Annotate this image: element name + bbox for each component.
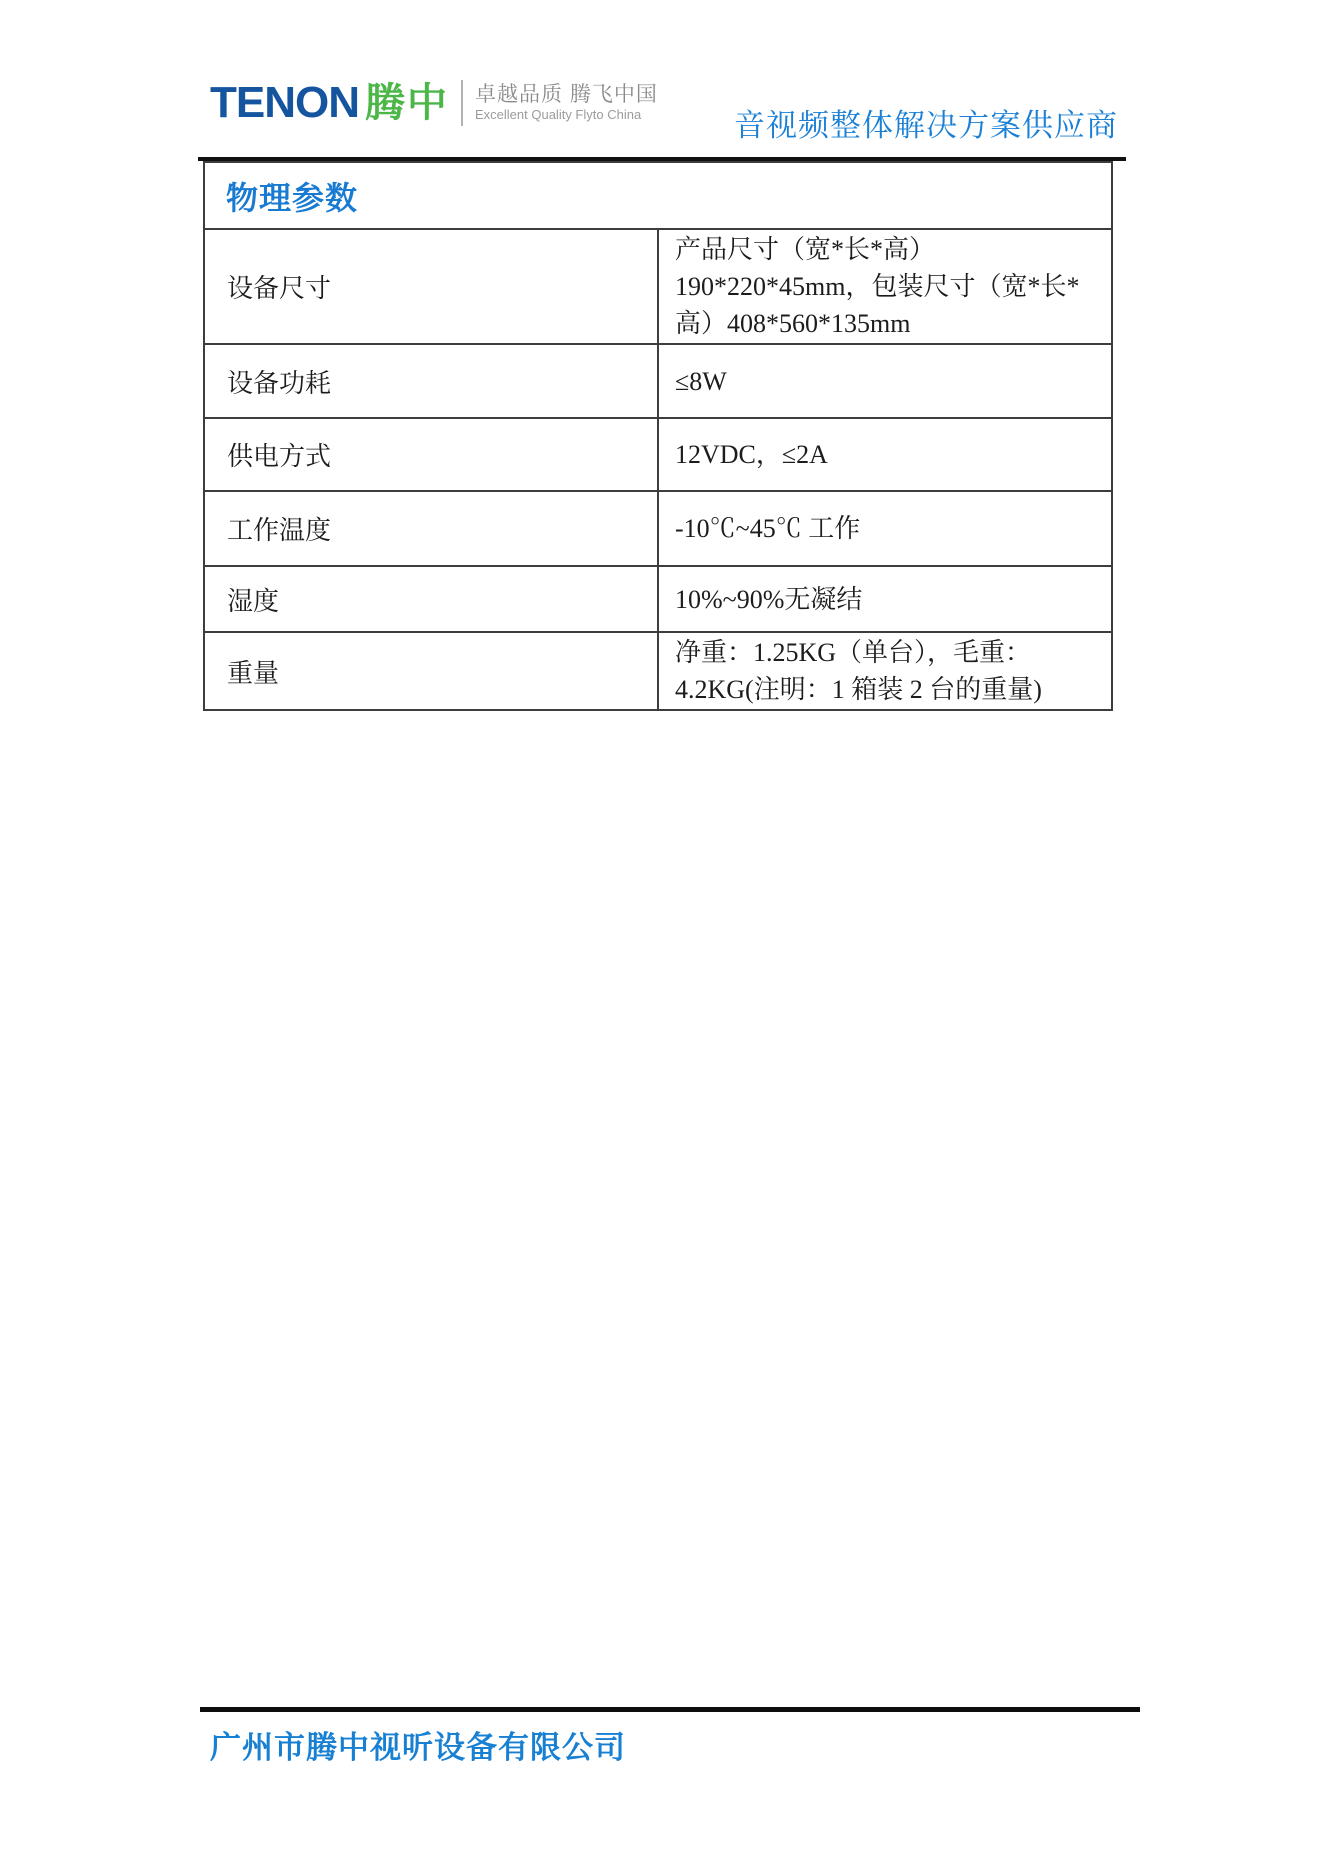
table-row xyxy=(204,632,1112,710)
row-label: 设备功耗 xyxy=(204,344,658,418)
row-value: 12VDC，≤2A xyxy=(658,418,1112,491)
footer-company-name: 广州市腾中视听设备有限公司 xyxy=(210,1730,626,1765)
logo-tagline-cn: 卓越品质 腾飞中国 xyxy=(475,82,658,106)
table-title-row xyxy=(204,162,1112,229)
table-row xyxy=(204,344,1112,418)
row-label: 设备尺寸 xyxy=(204,229,658,344)
logo-brand-en: TENON xyxy=(210,78,359,127)
row-value: 10%~90%无凝结 xyxy=(658,566,1112,632)
table-row xyxy=(204,566,1112,632)
logo-tagline xyxy=(475,82,658,124)
company-logo xyxy=(210,80,658,126)
logo-brand-cn: 腾中 xyxy=(365,81,449,125)
row-label: 供电方式 xyxy=(204,418,658,491)
row-label: 重量 xyxy=(204,632,658,710)
row-label: 工作温度 xyxy=(204,491,658,566)
header-slogan: 音视频整体解决方案供应商 xyxy=(734,108,1118,143)
row-value: 产品尺寸（宽*长*高）190*220*45mm，包装尺寸（宽*长*高）408*560*135mm xyxy=(658,229,1112,344)
table-row xyxy=(204,491,1112,566)
row-label: 湿度 xyxy=(204,566,658,632)
spec-table xyxy=(203,161,1113,711)
footer-rule xyxy=(200,1707,1140,1712)
table-row xyxy=(204,418,1112,491)
table-title: 物理参数 xyxy=(226,179,359,216)
row-value: -10℃~45℃ 工作 xyxy=(658,491,1112,566)
logo-tagline-en: Excellent Quality Flyto China xyxy=(475,107,642,123)
table-row xyxy=(204,229,1112,344)
logo-divider xyxy=(461,80,463,126)
row-value: 净重：1.25KG（单台），毛重：4.2KG(注明：1 箱装 2 台的重量) xyxy=(658,632,1112,710)
row-value: ≤8W xyxy=(658,344,1112,418)
